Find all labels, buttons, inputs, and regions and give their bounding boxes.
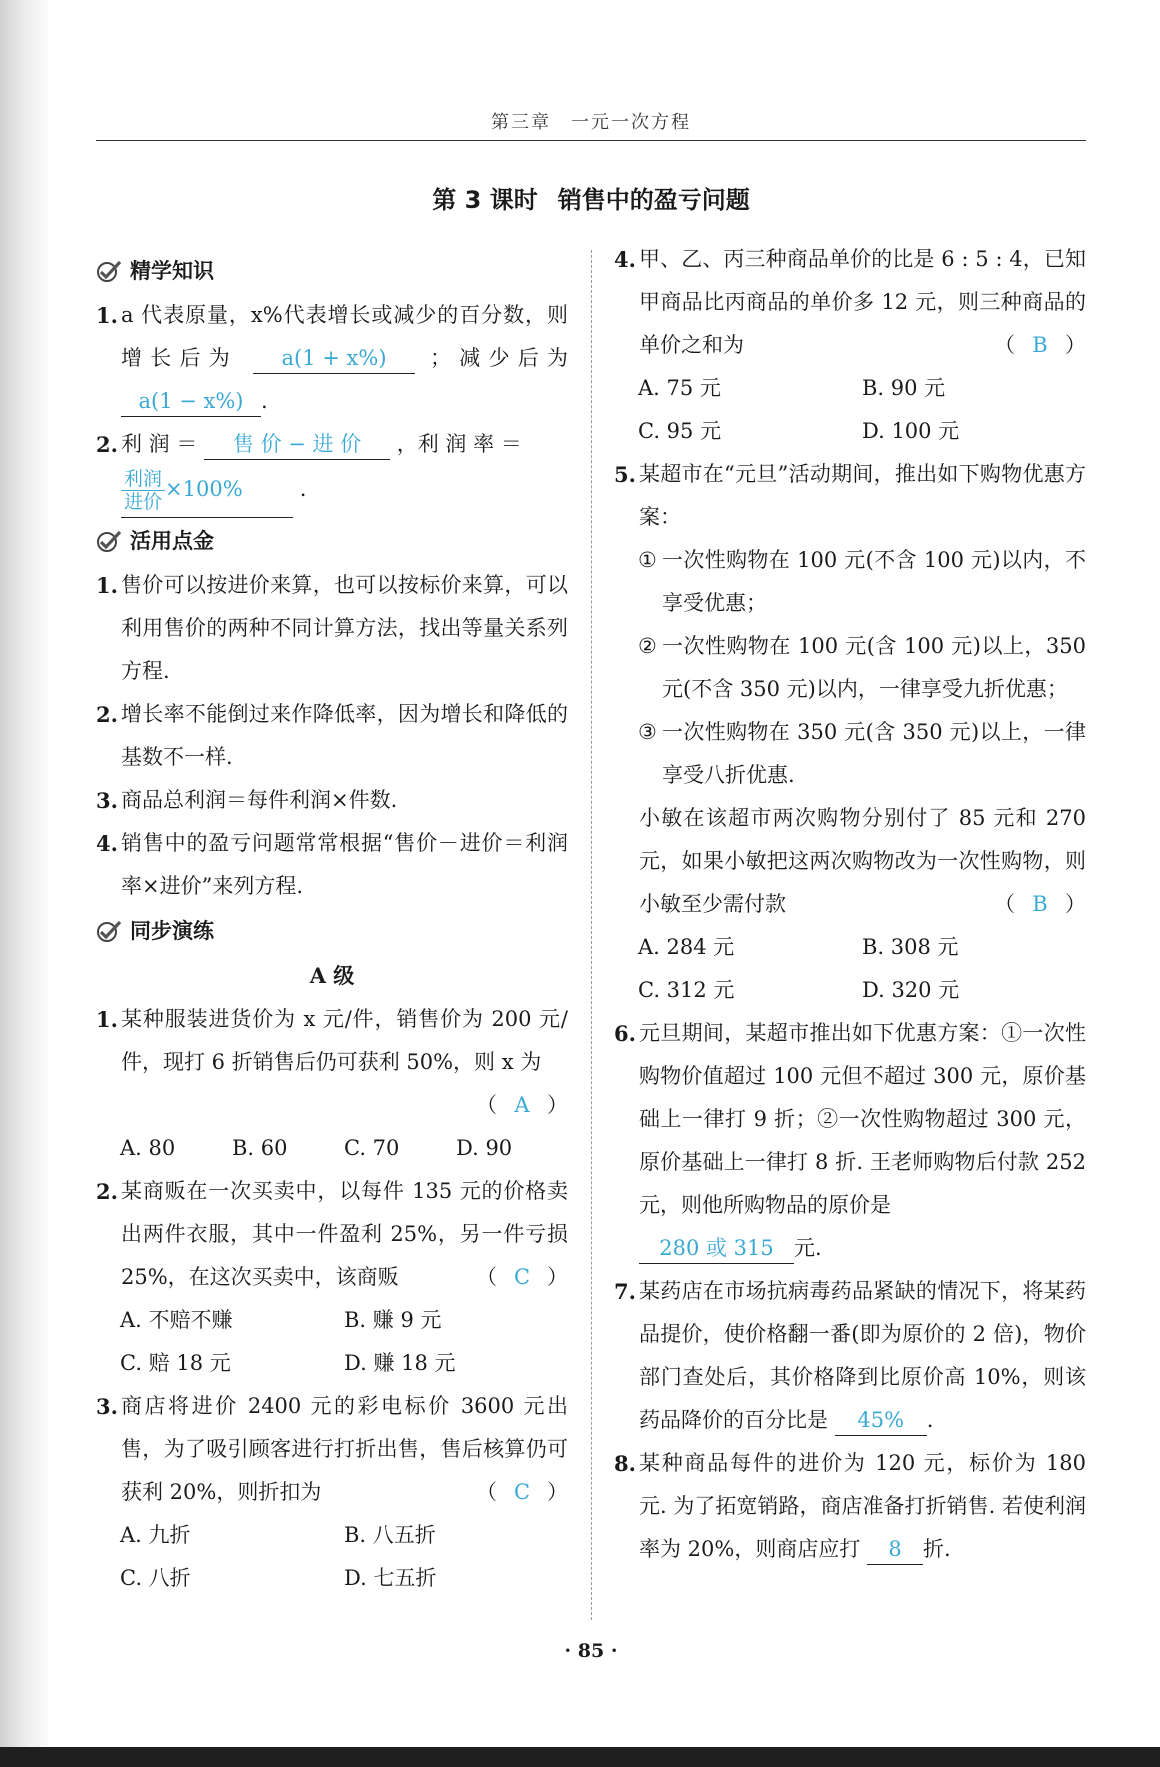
answer-choice: A: [514, 1093, 530, 1117]
options: [96, 1127, 568, 1170]
scheme-text: 一次性购物在 100 元(不含 100 元)以内，不享受优惠；: [662, 548, 1086, 615]
question-text: 某超市在“元旦”活动期间，推出如下购物优惠方案：: [639, 462, 1086, 529]
page-number: · 85 ·: [564, 1640, 618, 1662]
question-text: 某种商品每件的进价为 120 元，标价为 180 元. 为了拓宽销路，商店准备打折销售. 若使利润率为 20%，则商店应打: [639, 1451, 1086, 1561]
question-text: 某种服装进货价为 x 元/件，销售价为 200 元/件，现打 6 折销售后仍可获利 50%，则 x 为: [121, 1007, 568, 1074]
lesson-topic: 销售中的盈亏问题: [557, 186, 750, 214]
answer-choice: C: [513, 1480, 531, 1504]
item-text: 利 润 ＝: [121, 432, 198, 456]
tip-item: [96, 822, 568, 908]
knowledge-item-2: [96, 423, 568, 518]
section-title: 同步演练: [130, 919, 214, 943]
option: C. 八折: [120, 1566, 191, 1590]
question-number: 5.: [614, 462, 636, 487]
question-number: 1.: [96, 1007, 118, 1032]
answer-fraction: [121, 468, 165, 513]
chapter-header: 第三章 一元一次方程: [491, 112, 691, 133]
question-text: 元旦期间，某超市推出如下优惠方案：①一次性购物价值超过 100 元但不超过 300 元，原价基础上一律打 9 折；②一次性购物超过 300 元，原价基础上一律打 8 折. 王老师购物后付款 252 元，则他所购物品的原价是: [639, 1021, 1086, 1217]
option: C. 赔 18 元: [120, 1351, 231, 1375]
check-icon: [96, 260, 122, 282]
tip-item: [96, 779, 568, 822]
answer-blank: 8: [867, 1534, 923, 1565]
option: A. 不赔不赚: [120, 1308, 233, 1332]
answer-blank: 45%: [835, 1405, 927, 1436]
scheme-marker: ①: [638, 548, 657, 572]
section-huoyong: [96, 518, 568, 564]
punctuation: 元.: [794, 1236, 822, 1260]
check-icon: [96, 530, 122, 552]
question-2: [96, 1170, 568, 1299]
question-8: [614, 1442, 1086, 1571]
option: D. 90: [456, 1136, 513, 1160]
item-text: a 代表原量，x%代表增长或减少的百分数，则增长后为: [121, 303, 568, 370]
answer-paren: （ B ）: [994, 324, 1086, 367]
question-number: 6.: [614, 1021, 636, 1046]
options: [96, 1514, 568, 1600]
section-jingxue: [96, 248, 568, 294]
item-text: 销售中的盈亏问题常常根据“售价－进价＝利润率×进价”来列方程.: [121, 831, 568, 898]
question-text: 甲、乙、丙三种商品单价的比是 6 : 5 : 4，已知甲商品比丙商品的单价多 12 元，则三种商品的单价之和为: [639, 247, 1086, 357]
options: [96, 1299, 568, 1385]
right-column: [614, 238, 1086, 1571]
answer-paren: （ C ）: [476, 1256, 568, 1299]
section-tongbu: [96, 908, 568, 954]
answer-blank: 280 或 315: [639, 1233, 794, 1264]
section-title: 精学知识: [130, 259, 214, 283]
scheme-text: 一次性购物在 350 元(含 350 元)以上，一律享受八折优惠.: [662, 720, 1086, 787]
option: B. 308 元: [862, 935, 959, 959]
item-number: 4.: [96, 831, 118, 856]
bottom-bar: [0, 1747, 1160, 1767]
item-number: 2.: [96, 702, 118, 727]
question-number: 2.: [96, 1179, 118, 1204]
answer-blank: a(1 + x%): [253, 343, 415, 374]
knowledge-item-1: [96, 294, 568, 423]
option: C. 70: [344, 1136, 400, 1160]
option: D. 赚 18 元: [344, 1351, 456, 1375]
check-icon: [96, 920, 122, 942]
level-heading: A 级: [309, 963, 355, 988]
item-number: 1.: [96, 303, 118, 328]
answer-choice: B: [1032, 333, 1048, 357]
option: A. 九折: [120, 1523, 191, 1547]
punctuation: .: [261, 389, 268, 413]
scheme-item: [614, 711, 1086, 797]
answer-choice: C: [513, 1265, 531, 1289]
option: D. 320 元: [862, 978, 960, 1002]
item-text: ；减少后为: [429, 346, 569, 370]
answer-paren: （ C ）: [476, 1471, 568, 1514]
question-text: 某商贩在一次买卖中，以每件 135 元的价格卖出两件衣服，其中一件盈利 25%，另一件亏损 25%，在这次买卖中，该商贩: [121, 1179, 568, 1289]
question-5-tail: [614, 797, 1086, 926]
question-number: 7.: [614, 1279, 636, 1304]
question-text: 商店将进价 2400 元的彩电标价 3600 元出售，为了吸引顾客进行打折出售，售后核算仍可获利 20%，则折扣为: [121, 1394, 568, 1504]
answer-choice: B: [1032, 892, 1048, 916]
punctuation: .: [299, 477, 307, 501]
options: [614, 367, 1086, 453]
item-text: 售价可以按进价来算，也可以按标价来算，可以利用售价的两种不同计算方法，找出等量关系列方程.: [121, 573, 568, 683]
question-3: [96, 1385, 568, 1514]
question-1: [96, 998, 568, 1127]
option: A. 75 元: [638, 376, 721, 400]
lesson-number: 第 3 课时: [432, 186, 538, 214]
scheme-marker: ③: [638, 720, 657, 744]
lesson-title: [96, 180, 1086, 215]
item-text: 增长率不能倒过来作降低率，因为增长和降低的基数不一样.: [121, 702, 568, 769]
punctuation: 折.: [923, 1537, 951, 1561]
question-text: 小敏在该超市两次购物分别付了 85 元和 270 元，如果小敏把这两次购物改为一次性购物，则小敏至少需付款: [639, 806, 1086, 916]
question-text: 某药店在市场抗病毒药品紧缺的情况下，将某药品提价，使价格翻一番(即为原价的 2 倍)，物价部门查处后，其价格降到比原价高 10%，则该药品降价的百分比是: [639, 1279, 1086, 1432]
fraction-denominator: 进价: [124, 491, 163, 513]
question-number: 8.: [614, 1451, 636, 1476]
scheme-item: [614, 539, 1086, 625]
tip-item: [96, 564, 568, 693]
item-number: 3.: [96, 788, 118, 813]
scheme-item: [614, 625, 1086, 711]
question-number: 4.: [614, 247, 636, 272]
question-5: [614, 453, 1086, 539]
option: B. 八五折: [344, 1523, 436, 1547]
header-rule: [96, 140, 1086, 141]
option: B. 60: [232, 1136, 288, 1160]
question-number: 3.: [96, 1394, 118, 1419]
item-text: ，利 润 率 ＝: [396, 432, 522, 456]
tip-item: [96, 693, 568, 779]
section-title: 活用点金: [130, 529, 214, 553]
scheme-text: 一次性购物在 100 元(含 100 元)以上，350 元(不含 350 元)以内，一律享受九折优惠；: [662, 634, 1086, 701]
question-6: [614, 1012, 1086, 1270]
options: [614, 926, 1086, 1012]
page-spine-shadow: [0, 0, 48, 1767]
scheme-marker: ②: [638, 634, 657, 658]
item-number: 2.: [96, 432, 118, 457]
item-text: 商品总利润＝每件利润×件数.: [121, 788, 398, 812]
option: A. 284 元: [638, 935, 735, 959]
item-number: 1.: [96, 573, 118, 598]
column-divider: [591, 250, 592, 1620]
option: C. 95 元: [638, 419, 722, 443]
question-7: [614, 1270, 1086, 1442]
option: D. 七五折: [344, 1566, 437, 1590]
option: B. 90 元: [862, 376, 946, 400]
left-column: [96, 248, 568, 1600]
option: B. 赚 9 元: [344, 1308, 442, 1332]
punctuation: .: [926, 1408, 934, 1432]
fraction-numerator: 利润: [121, 468, 165, 491]
option: A. 80: [120, 1136, 176, 1160]
option: C. 312 元: [638, 978, 735, 1002]
answer-paren: （ B ）: [994, 883, 1086, 926]
fraction-tail: ×100%: [165, 477, 243, 501]
answer-paren: （ A ）: [476, 1084, 568, 1127]
answer-blank: [121, 466, 293, 518]
option: D. 100 元: [862, 419, 960, 443]
question-4: [614, 238, 1086, 367]
answer-blank: a(1 − x%): [121, 386, 261, 417]
answer-blank: 售 价 − 进 价: [204, 429, 390, 460]
